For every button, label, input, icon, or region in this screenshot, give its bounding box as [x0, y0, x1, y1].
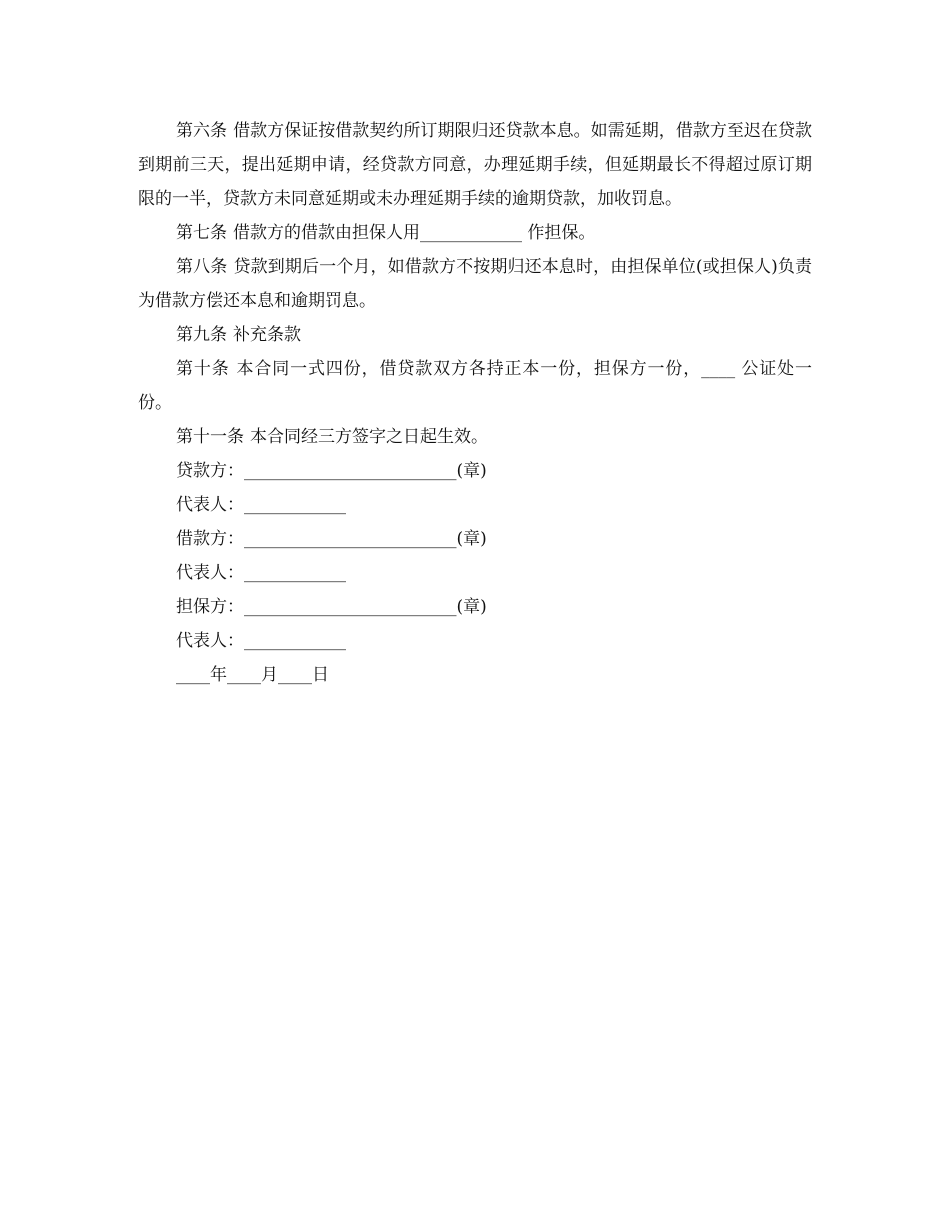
seal-mark: (章): [456, 597, 487, 617]
article-8: [138, 250, 812, 318]
article-text: 贷款到期后一个月，如借款方不按期归还本息时，由担保单位(或担保人)负责为借款方偿还本息和逾期罚息。: [138, 257, 812, 311]
signature-lender-representative: [138, 488, 812, 522]
signature-label: 贷款方：: [176, 461, 244, 481]
article-title: 第八条: [176, 257, 228, 277]
seal-mark: (章): [456, 461, 487, 481]
article-text: 补充条款: [233, 325, 301, 345]
article-title: 第七条: [176, 223, 227, 243]
signature-label: 代表人：: [176, 563, 244, 583]
article-10: [138, 352, 812, 420]
date-line: ____年____月____日: [176, 665, 329, 685]
signature-guarantor: [138, 590, 812, 624]
signature-lender: [138, 454, 812, 488]
signature-label: 借款方：: [176, 529, 244, 549]
signature-blank: ____________: [244, 563, 346, 583]
article-text: 借款方保证按借款契约所订期限归还贷款本息。如需延期，借款方至迟在贷款到期前三天，提出延期申请，经贷款方同意，办理延期手续，但延期最长不得超过原订期限的一半，贷款方未同意延期或未办理延期手续的逾期贷款，加收罚息。: [138, 121, 813, 209]
article-text: 本合同一式四份，借贷款双方各持正本一份，担保方一份，____ 公证处一份。: [138, 359, 813, 413]
article-text: 借款方的借款由担保人用____________ 作担保。: [233, 223, 596, 243]
signature-blank: ____________: [244, 495, 346, 515]
article-6: [138, 114, 812, 216]
signature-blank: _________________________: [244, 461, 457, 481]
signature-label: 代表人：: [176, 631, 244, 651]
signature-label: 担保方：: [176, 597, 244, 617]
article-title: 第十一条: [176, 427, 244, 447]
article-title: 第六条: [176, 121, 228, 141]
article-title: 第十条: [176, 359, 230, 379]
signature-guarantor-representative: [138, 624, 812, 658]
signature-borrower-representative: [138, 556, 812, 590]
article-9: [138, 318, 812, 352]
article-title: 第九条: [176, 325, 227, 345]
signature-blank: ____________: [244, 631, 346, 651]
signature-blank: _________________________: [244, 529, 457, 549]
signature-borrower: [138, 522, 812, 556]
signature-blank: _________________________: [244, 597, 457, 617]
contract-page: [138, 114, 812, 692]
seal-mark: (章): [456, 529, 487, 549]
article-text: 本合同经三方签字之日起生效。: [250, 427, 488, 447]
article-11: [138, 420, 812, 454]
signature-label: 代表人：: [176, 495, 244, 515]
article-7: [138, 216, 812, 250]
